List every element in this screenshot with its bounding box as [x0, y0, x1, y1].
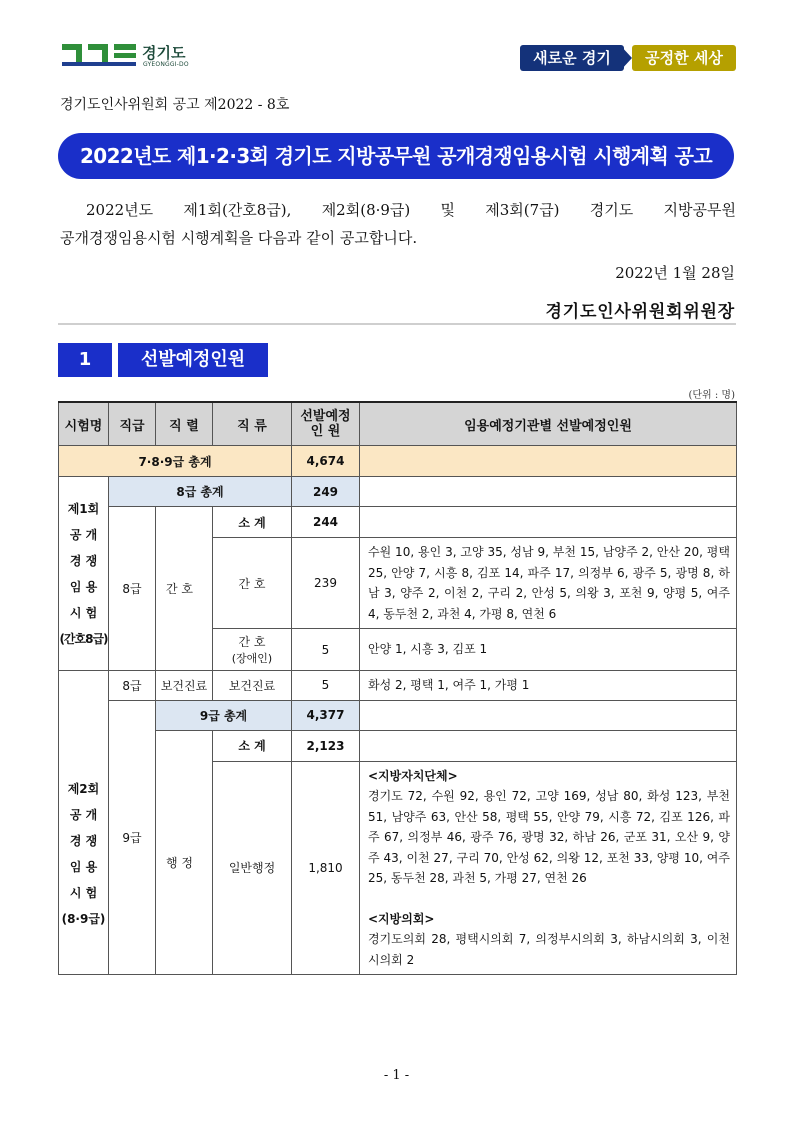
unit-note: (단위 : 명)	[688, 390, 735, 401]
recruitment-table	[58, 401, 737, 975]
exam1-total-label: 8급 총계	[109, 477, 292, 507]
group-spacer	[368, 889, 730, 909]
gyeonggi-logo-icon	[62, 44, 136, 68]
divider	[58, 323, 736, 325]
exam2-label	[59, 671, 109, 975]
exam1-grade: 8급	[109, 507, 156, 671]
exam2-subtotal-label: 소 계	[213, 730, 292, 761]
notice-number: 경기도인사위원회 공고 제2022 - 8호	[60, 97, 290, 113]
exam2-general-class: 일반행정	[213, 761, 292, 975]
exam1-label-4: 임 용	[69, 579, 98, 594]
slogan-arrow-icon	[620, 45, 632, 71]
notice-date: 2022년 1월 28일	[615, 264, 735, 282]
local-gov-heading: <지방자치단체>	[368, 768, 458, 783]
exam2-health-row	[59, 671, 737, 701]
exam1-subtotal-empty	[360, 507, 737, 538]
exam1-disabled-class	[213, 629, 292, 671]
exam1-total-value: 249	[292, 477, 360, 507]
exam2-total9-label: 9급 총계	[156, 700, 292, 730]
exam2-label-5: 시 험	[69, 885, 98, 900]
slogan-right: 공정한 세상	[632, 45, 736, 71]
exam2-label-3: 경 쟁	[69, 833, 98, 848]
exam2-label-1: 제2회	[67, 781, 100, 796]
header-count-l1: 선발예정	[300, 409, 351, 424]
exam2-subtotal-row	[59, 730, 737, 761]
exam1-subtotal-value: 244	[292, 507, 360, 538]
exam1-subtotal-label: 소 계	[213, 507, 292, 538]
exam2-health-class: 보건진료	[213, 671, 292, 701]
exam1-disabled-class-l1: 간 호	[238, 635, 266, 649]
exam1-series-text: 간 호	[166, 582, 193, 596]
exam1-total-empty	[360, 477, 737, 507]
issuer: 경기도인사위원회위원장	[545, 302, 735, 322]
exam2-grade9: 9급	[109, 700, 156, 975]
council-heading: <지방의회>	[368, 911, 435, 926]
header-agencies: 임용예정기관별 선발예정인원	[360, 402, 737, 446]
exam2-total9-row	[59, 700, 737, 730]
exam1-nursing-agencies: 수원 10, 용인 3, 고양 35, 성남 9, 부천 15, 남양주 2, 안산 20, 평택 25, 안양 7, 시흥 8, 김포 14, 파주 17, 의정부 6, 광주 5, 광명 8, 하남 3, 양주 2, 이천 2, 구리 2, 안성 5, 의왕 3, 포천 9, 양평 5, 여주 4, 동두천 2, 과천 4, 가평 8, 연천 6	[360, 538, 737, 629]
exam1-label-1: 제1회	[67, 501, 100, 516]
exam1-label-6: (간호8급)	[59, 631, 108, 646]
exam2-health-grade: 8급	[109, 671, 156, 701]
section-title: 선발예정인원	[118, 343, 268, 377]
intro-line-1: 2022년도 제1회(간호8급), 제2회(8·9급) 및 제3회(7급) 경기도 지방공무원	[86, 201, 736, 219]
table-header-row	[59, 402, 737, 446]
header-series: 직 렬	[156, 402, 213, 446]
exam2-general-count: 1,810	[292, 761, 360, 975]
exam1-disabled-class-l2: (장애인)	[231, 652, 273, 665]
exam1-nursing-class: 간 호	[213, 538, 292, 629]
exam1-series	[156, 507, 213, 671]
slogan-left: 새로운 경기	[520, 45, 624, 71]
exam1-label-2: 공 개	[69, 527, 98, 542]
council-list: 경기도의회 28, 평택시의회 7, 의정부시의회 3, 하남시의회 3, 이천시의회 2	[368, 932, 730, 967]
exam1-nursing-count: 239	[292, 538, 360, 629]
exam2-total9-empty	[360, 700, 737, 730]
gyeonggi-logo	[62, 42, 202, 72]
grand-total-row	[59, 446, 737, 477]
exam1-label-5: 시 험	[69, 605, 98, 620]
header-count	[292, 402, 360, 446]
logo-text: 경기도	[142, 44, 186, 62]
grand-total-label: 7·8·9급 총계	[59, 446, 292, 477]
exam2-general-agencies	[360, 761, 737, 975]
header-class: 직 류	[213, 402, 292, 446]
exam1-subtotal-row	[59, 507, 737, 538]
intro-paragraph	[60, 196, 736, 252]
exam2-subtotal-value: 2,123	[292, 730, 360, 761]
exam2-total9-value: 4,377	[292, 700, 360, 730]
exam2-series9-text: 행 정	[166, 855, 193, 870]
exam1-label-3: 경 쟁	[69, 553, 98, 568]
exam2-subtotal-empty	[360, 730, 737, 761]
document-title: 2022년도 제1·2·3회 경기도 지방공무원 공개경쟁임용시험 시행계획 공고	[58, 133, 734, 179]
exam2-health-count: 5	[292, 671, 360, 701]
section-number: 1	[58, 343, 112, 377]
exam1-total-row	[59, 477, 737, 507]
header-count-l2: 인 원	[310, 424, 341, 439]
header-grade: 직급	[109, 402, 156, 446]
page-number: - 1 -	[383, 1068, 410, 1083]
exam1-disabled-count: 5	[292, 629, 360, 671]
exam2-label-6: (8·9급)	[61, 911, 106, 926]
exam2-label-4: 임 용	[69, 859, 98, 874]
grand-total-value: 4,674	[292, 446, 360, 477]
exam2-series9	[156, 730, 213, 975]
exam1-label	[59, 477, 109, 671]
exam2-health-series: 보건진료	[156, 671, 213, 701]
header-exam: 시험명	[59, 402, 109, 446]
grand-total-empty	[360, 446, 737, 477]
logo-subtext: GYEONGGI-DO	[143, 61, 189, 68]
intro-line-2: 공개경쟁임용시험 시행계획을 다음과 같이 공고합니다.	[60, 229, 418, 247]
exam1-disabled-agencies: 안양 1, 시흥 3, 김포 1	[360, 629, 737, 671]
exam2-health-agencies: 화성 2, 평택 1, 여주 1, 가평 1	[360, 671, 737, 701]
exam2-label-2: 공 개	[69, 807, 98, 822]
local-gov-list: 경기도 72, 수원 92, 용인 72, 고양 169, 성남 80, 화성 123, 부천 51, 남양주 63, 안산 58, 평택 55, 안양 79, 시흥 72, 김포 126, 파주 67, 의정부 46, 광주 76, 광명 32, 하남 26, 군포 31, 오산 9, 양주 43, 이천 27, 구리 70, 안성 62, 의왕 12, 포천 33, 양평 10, 여주 25, 동두천 28, 과천 5, 가평 27, 연천 26	[368, 789, 730, 885]
